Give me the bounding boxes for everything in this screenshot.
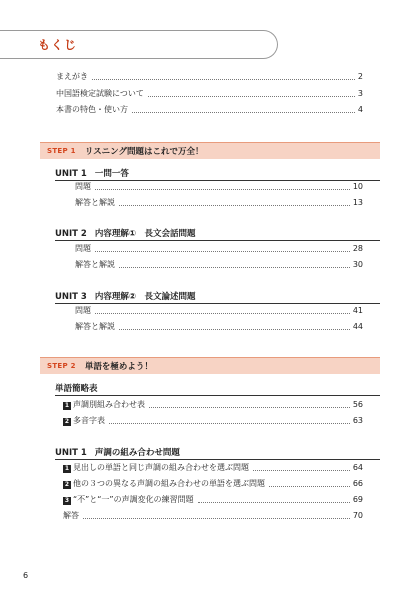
step2-bar <box>40 357 380 374</box>
toc-entry-page: 2 <box>357 72 363 81</box>
number-badge: 2 <box>64 481 70 488</box>
number-badge: 1 <box>64 465 70 472</box>
toc-entry-text: 問題 <box>75 182 91 191</box>
toc-entry-text: 問題 <box>75 244 91 253</box>
toc-entry[interactable] <box>63 511 363 521</box>
leader-dots <box>95 189 350 190</box>
toc-entry-text <box>63 495 194 505</box>
toc-entry-text <box>63 400 145 410</box>
unit-title: 一問一答 <box>94 169 129 179</box>
toc-entry-page: 66 <box>352 479 363 488</box>
page-title: もくじ <box>38 38 78 52</box>
toc-entry[interactable] <box>56 72 363 82</box>
toc-entry[interactable] <box>63 495 363 505</box>
toc-entry[interactable] <box>63 416 363 426</box>
leader-dots <box>83 518 350 519</box>
leader-dots <box>119 205 350 206</box>
number-badge: 2 <box>64 418 70 425</box>
toc-entry[interactable] <box>63 463 363 473</box>
toc-entry-page: 28 <box>352 244 363 253</box>
toc-entry[interactable] <box>75 182 363 192</box>
number-badge: 3 <box>64 497 70 504</box>
step1-bar <box>40 142 380 159</box>
unit-number: UNIT 2 <box>55 229 87 239</box>
toc-entry-page: 13 <box>352 198 363 207</box>
leader-dots <box>119 329 350 330</box>
leader-dots <box>198 502 350 503</box>
toc-entry-label: 他の３つの異なる声調の組み合わせの単語を選ぶ問題 <box>73 479 265 488</box>
toc-entry-page: 63 <box>352 416 363 425</box>
toc-entry[interactable] <box>75 322 363 332</box>
toc-entry-page: 4 <box>357 105 363 114</box>
toc-entry[interactable] <box>75 244 363 254</box>
step2-title: 単語を極めよう！ <box>84 362 153 372</box>
leader-dots <box>269 486 350 487</box>
toc-entry-text <box>63 463 249 473</box>
toc-entry[interactable] <box>75 306 363 316</box>
toc-entry-text <box>63 479 265 489</box>
toc-entry-text: まえがき <box>56 72 88 81</box>
toc-entry[interactable] <box>75 198 363 208</box>
leader-dots <box>253 470 350 471</box>
toc-entry-label: 多音字表 <box>73 416 105 425</box>
leader-dots <box>95 251 350 252</box>
unit-number: UNIT 3 <box>55 292 87 302</box>
toc-entry-page: 44 <box>352 322 363 331</box>
leader-dots <box>148 96 355 97</box>
toc-entry-label: “不”と“一”の声調変化の練習問題 <box>73 495 194 504</box>
leader-dots <box>109 423 350 424</box>
toc-entry-page: 56 <box>352 400 363 409</box>
toc-entry-text: 解答と解説 <box>75 260 115 269</box>
toc-entry-text: 解答と解説 <box>75 198 115 207</box>
toc-entry[interactable] <box>63 479 363 489</box>
leader-dots <box>132 112 355 113</box>
toc-entry[interactable] <box>63 400 363 410</box>
unit-number: UNIT 1 <box>55 448 87 458</box>
leader-dots <box>92 79 355 80</box>
toc-entry-page: 69 <box>352 495 363 504</box>
page-number: 6 <box>23 571 29 580</box>
toc-entry[interactable] <box>75 260 363 270</box>
toc-entry-label: 声調別組み合わせ表 <box>73 400 145 409</box>
toc-entry-text: 解答と解説 <box>75 322 115 331</box>
unit-heading <box>55 227 380 241</box>
toc-entry-page: 64 <box>352 463 363 472</box>
unit-heading <box>55 290 380 304</box>
toc-entry-text: 解答 <box>63 511 79 520</box>
toc-entry-text <box>63 416 105 426</box>
leader-dots <box>119 267 350 268</box>
unit-title: 内容理解① 長文会話問題 <box>94 229 196 239</box>
toc-entry-page: 3 <box>357 89 363 98</box>
toc-entry[interactable] <box>56 105 363 115</box>
glossary-heading: 単語簡略表 <box>55 382 380 396</box>
unit-title: 声調の組み合わせ問題 <box>94 448 180 458</box>
toc-entry-text: 問題 <box>75 306 91 315</box>
toc-entry-text: 中国語検定試験について <box>56 89 144 98</box>
step2-label: STEP 2 <box>47 362 76 370</box>
toc-entry-page: 30 <box>352 260 363 269</box>
step1-title: リスニング問題はこれで万全！ <box>84 147 204 157</box>
toc-entry-page: 41 <box>352 306 363 315</box>
step1-label: STEP 1 <box>47 147 76 155</box>
unit-heading <box>55 446 380 460</box>
leader-dots <box>95 313 350 314</box>
toc-entry-text: 本書の特色・使い方 <box>56 105 128 114</box>
toc-entry[interactable] <box>56 89 363 99</box>
toc-entry-page: 10 <box>352 182 363 191</box>
leader-dots <box>149 407 350 408</box>
toc-entry-label: 見出しの単語と同じ声調の組み合わせを選ぶ問題 <box>73 463 249 472</box>
unit-title: 内容理解② 長文論述問題 <box>94 292 196 302</box>
toc-entry-page: 70 <box>352 511 363 520</box>
number-badge: 1 <box>64 402 70 409</box>
unit-number: UNIT 1 <box>55 169 87 179</box>
unit-heading <box>55 167 380 181</box>
